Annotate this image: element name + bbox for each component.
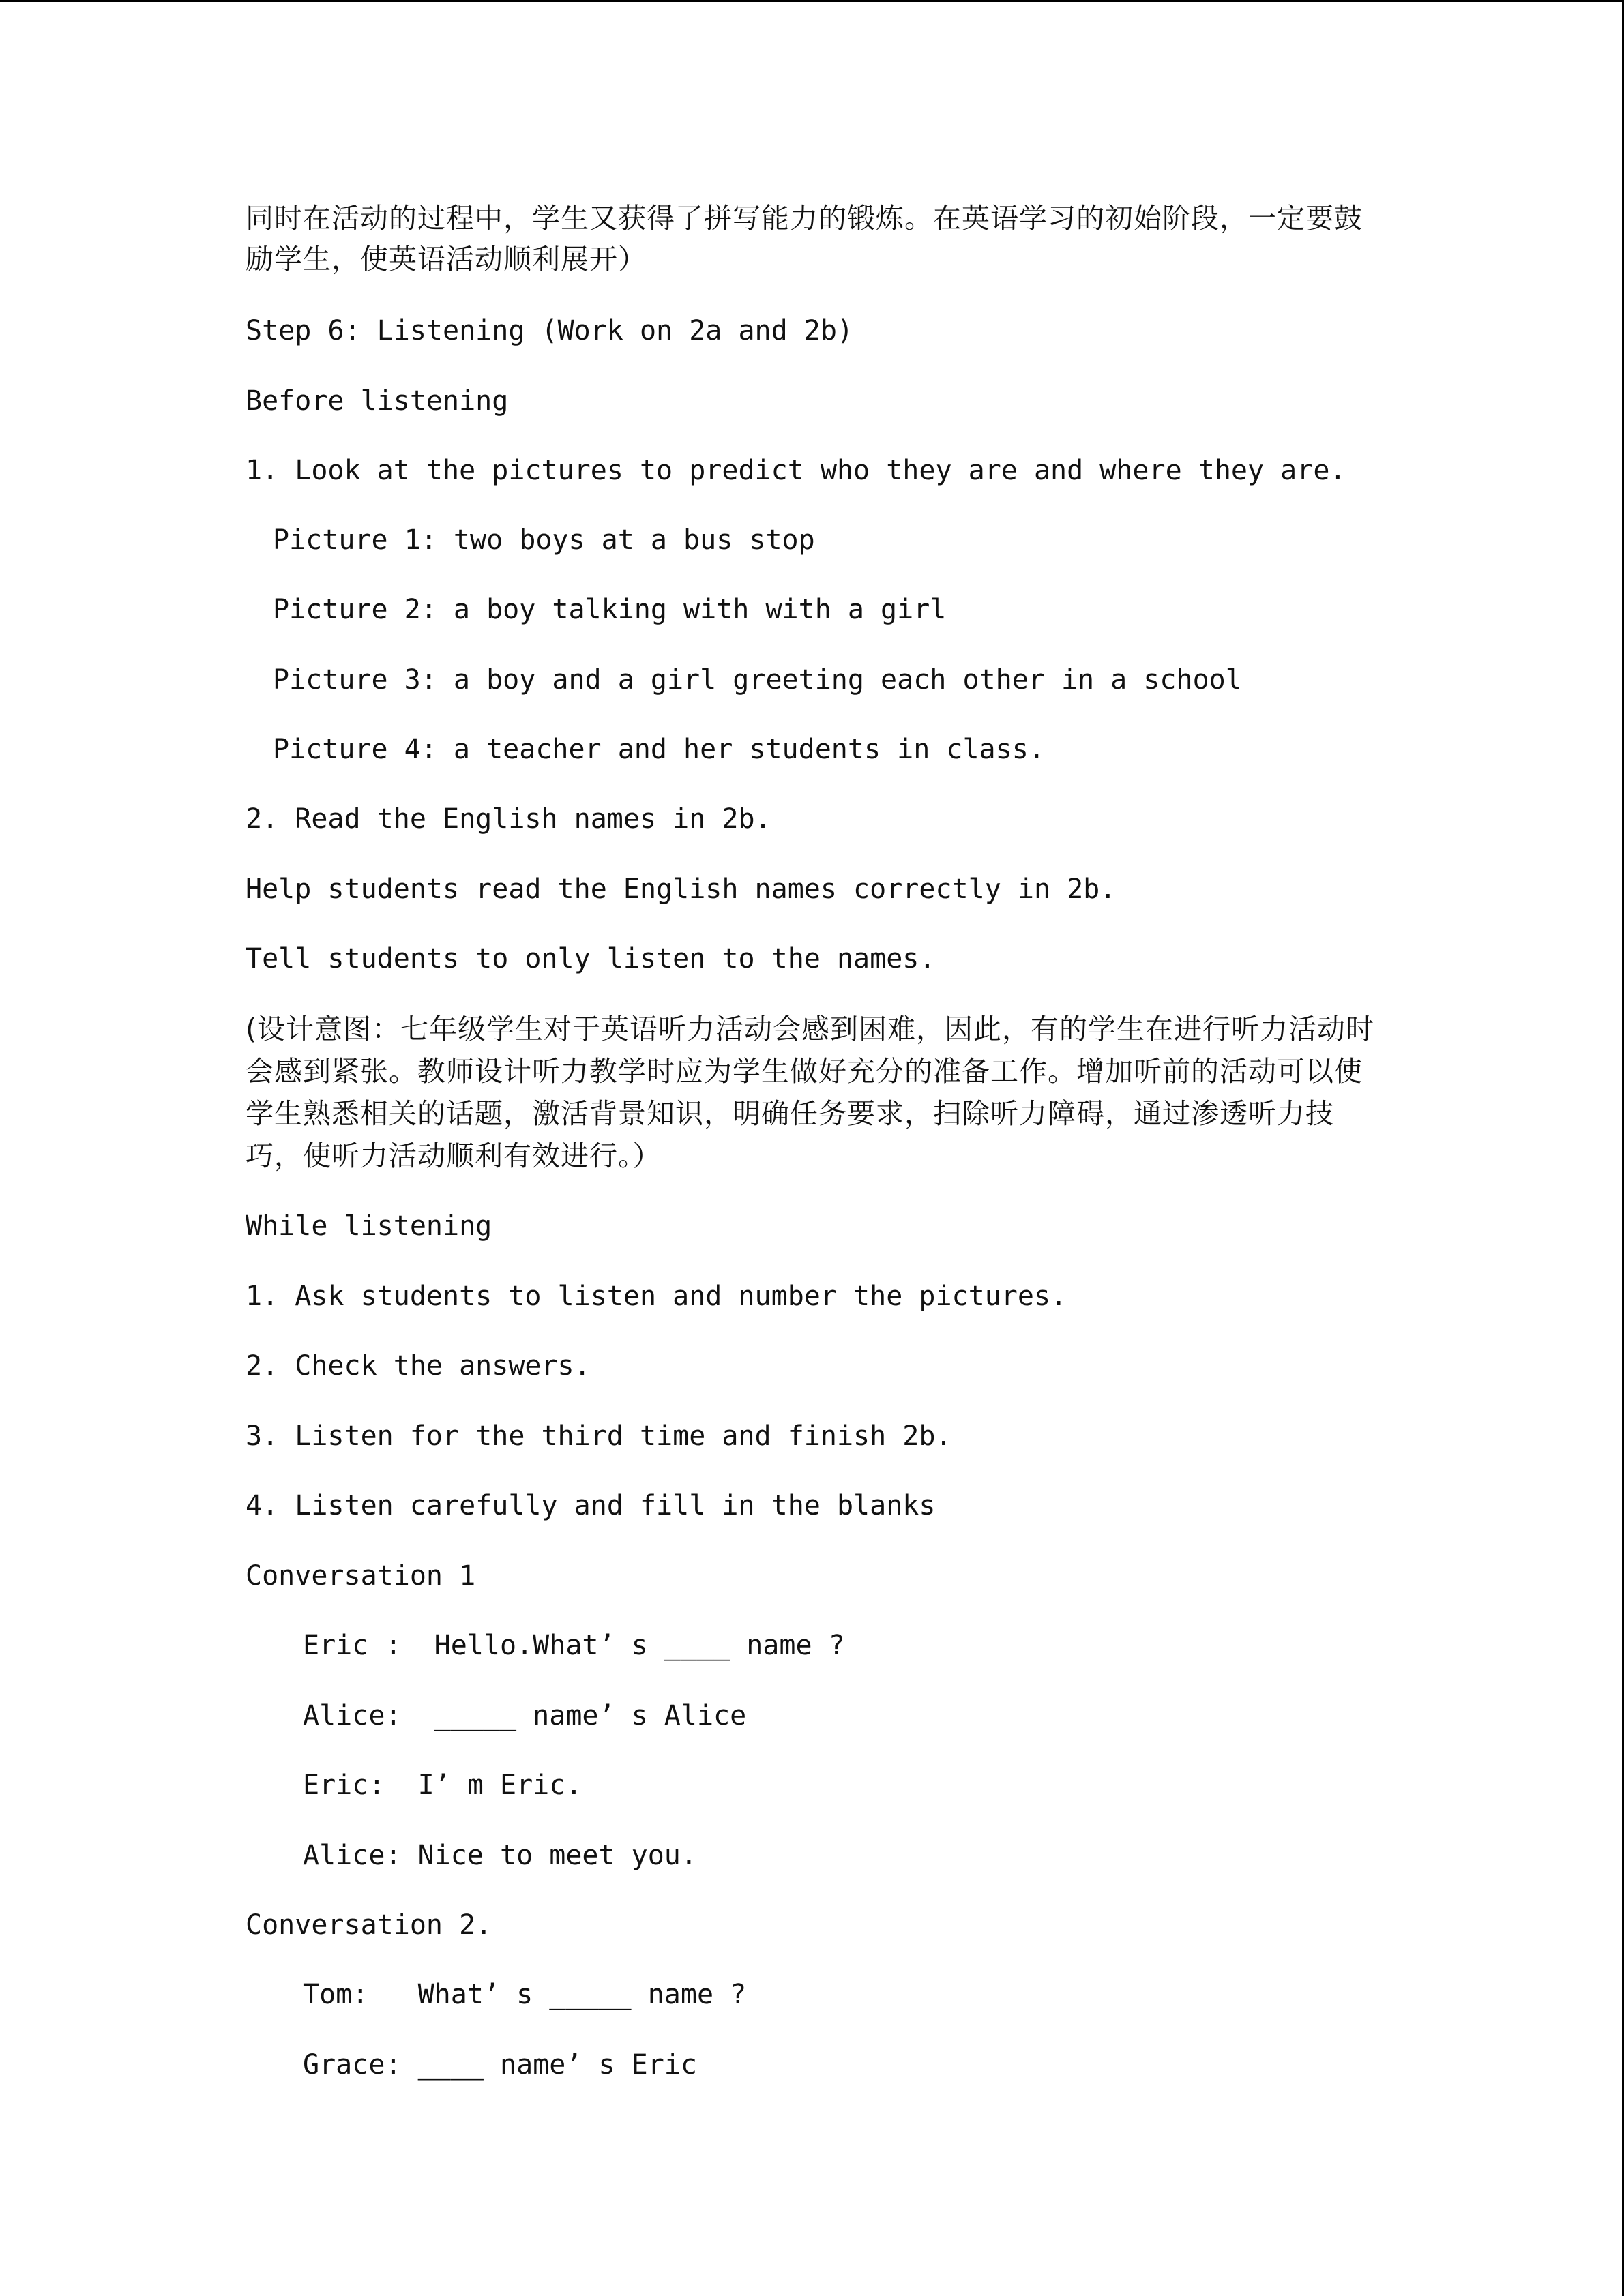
conversation-2-heading: Conversation 2. (246, 1909, 492, 1941)
picture-3: Picture 3: a boy and a girl greeting each other in a school (273, 664, 1242, 696)
conversation-2-line-2: Grace: ____ name’ s Eric (303, 2049, 697, 2081)
design-intent-line-4: 巧，使听力活动顺利有效进行。） (246, 1139, 662, 1172)
step6-heading: Step 6: Listening (Work on 2a and 2b) (246, 315, 854, 346)
while-item-1: 1. Ask students to listen and number the pictures. (246, 1281, 1067, 1312)
while-listening-heading: While listening (246, 1210, 492, 1242)
conversation-2-line-1: Tom: What’ s _____ name ? (303, 1979, 747, 2010)
conversation-1-line-1: Eric : Hello.What’ s ____ name ? (303, 1630, 845, 1661)
conversation-1-line-4: Alice: Nice to meet you. (303, 1840, 697, 1871)
while-item-4: 4. Listen carefully and fill in the blanks (246, 1490, 936, 1521)
conversation-1-line-3: Eric: I’ m Eric. (303, 1770, 582, 1801)
before-item-2: 2. Read the English names in 2b. (246, 803, 771, 835)
design-intent-line-1: (设计意图：七年级学生对于英语听力活动会感到困难，因此，有的学生在进行听力活动时 (246, 1013, 1374, 1045)
intro-line-2: 励学生，使英语活动顺利展开） (246, 243, 647, 275)
conversation-1-line-2: Alice: _____ name’ s Alice (303, 1700, 747, 1731)
while-item-2: 2. Check the answers. (246, 1350, 591, 1382)
tell-students-line: Tell students to only listen to the names. (246, 943, 936, 974)
picture-1: Picture 1: two boys at a bus stop (273, 524, 815, 556)
conversation-1-heading: Conversation 1 (246, 1560, 476, 1592)
top-border (0, 0, 1624, 2)
help-students-line: Help students read the English names correctly in 2b. (246, 874, 1117, 905)
design-intent-line-3: 学生熟悉相关的话题，激活背景知识，明确任务要求，扫除听力障碍，通过渗透听力技 (246, 1097, 1334, 1130)
picture-2: Picture 2: a boy talking with with a girl (273, 594, 947, 625)
picture-4: Picture 4: a teacher and her students in class. (273, 734, 1045, 765)
design-intent-line-2: 会感到紧张。教师设计听力教学时应为学生做好充分的准备工作。增加听前的活动可以使 (246, 1055, 1363, 1088)
while-item-3: 3. Listen for the third time and finish 2b. (246, 1420, 952, 1452)
before-item-1: 1. Look at the pictures to predict who they are and where they are. (246, 455, 1346, 486)
intro-line-1: 同时在活动的过程中，学生又获得了拼写能力的锻炼。在英语学习的初始阶段，一定要鼓 (246, 202, 1363, 235)
before-listening-heading: Before listening (246, 385, 509, 417)
